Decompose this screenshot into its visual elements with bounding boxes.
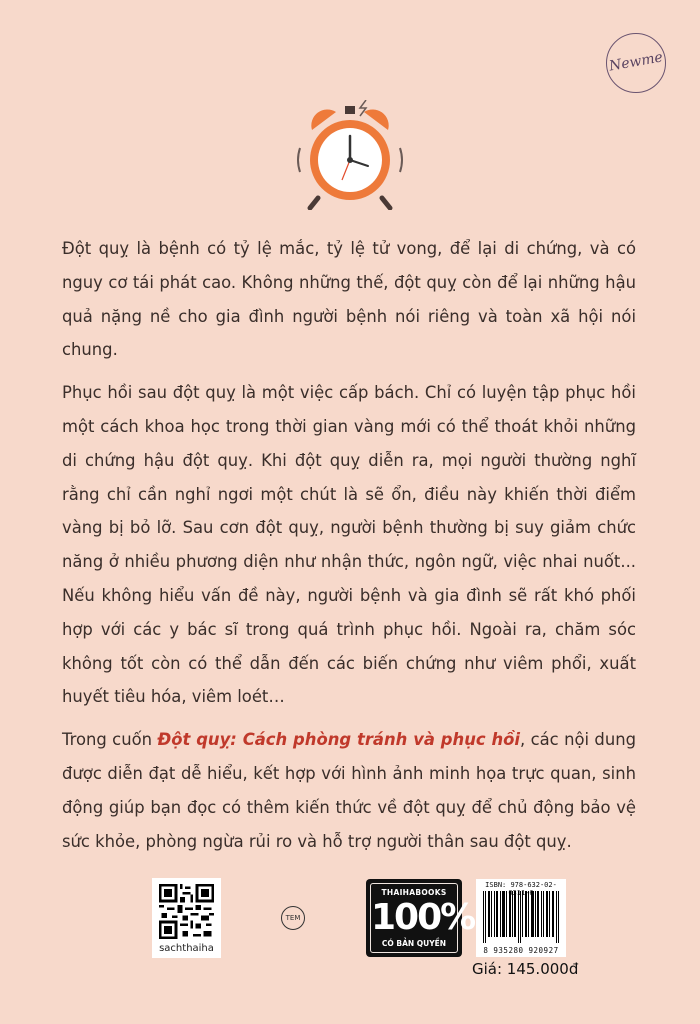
qr-label: sachthaiha <box>159 943 214 954</box>
qr-code <box>152 878 221 958</box>
barcode-number: 8 935280 920927 <box>483 946 559 955</box>
price-label: Giá: 145.000đ <box>472 960 579 978</box>
paragraph-1: Đột quỵ là bệnh có tỷ lệ mắc, tỷ lệ tử vong, để lại di chứng, và có nguy cơ tái phát cao. Không những thế, đột quỵ còn để lại những hậu quả nặng nề cho gia đình người bệnh nói riêng và toàn xã hội nói chung. <box>62 239 636 360</box>
publisher-badge <box>366 879 475 957</box>
publisher-copyright-label: CÓ BẢN QUYỀN <box>381 939 447 948</box>
book-title: Đột quỵ: Cách phòng tránh và phục hồi <box>157 730 521 750</box>
paragraph-3-suffix: , các nội dung được diễn đạt dễ hiểu, kết hợp với hình ảnh minh họa trực quan, sinh động giúp bạn đọc có thêm kiến thức về đột quỵ để chủ động bảo vệ sức khỏe, phòng ngừa rủi ro và hỗ trợ người thân sau đột quỵ. <box>62 730 636 851</box>
qr-code-icon <box>159 884 214 939</box>
alarm-clock-icon <box>290 100 410 210</box>
publisher-name: THAIHABOOKS <box>381 888 447 897</box>
paragraph-2: Phục hồi sau đột quỵ là một việc cấp bách. Chỉ có luyện tập phục hồi một cách khoa học trong thời gian vàng mới có thể thoát khỏi những di chứng hậu đột quỵ. Khi đột quỵ diễn ra, mọi người thường nghĩ rằng chỉ cần nghỉ ngơi một chút là sẽ ổn, điều này khiến thời điểm vàng bị bỏ lỡ. Sau cơn đột quỵ, người bệnh thường bị suy giảm chức năng ở nhiều phương diện như nhận thức, ngôn ngữ, việc nhai nuốt... Nếu không hiểu vấn đề này, người bệnh và gia đình sẽ rất khó phối hợp với các y bác sĩ trong quá trình phục hồi. Ngoài ra, chăm sóc không tốt còn có thể dẫn đến các biến chứng như viêm phổi, xuất huyết tiêu hóa, viêm loét… <box>62 383 636 707</box>
description-text <box>62 232 636 867</box>
paragraph-3-prefix: Trong cuốn <box>62 730 158 750</box>
brand-logo <box>606 33 666 93</box>
paragraph-3 <box>62 723 636 858</box>
tem-stamp: TEM <box>281 906 305 930</box>
publisher-100-percent: 100% <box>371 897 475 938</box>
barcode-icon <box>481 891 561 943</box>
brand-logo-text: Newme <box>607 49 665 75</box>
isbn-text: ISBN: 978-632-02- 311-6 <box>485 881 557 897</box>
publisher-badge-frame <box>370 883 475 953</box>
barcode <box>476 879 566 957</box>
